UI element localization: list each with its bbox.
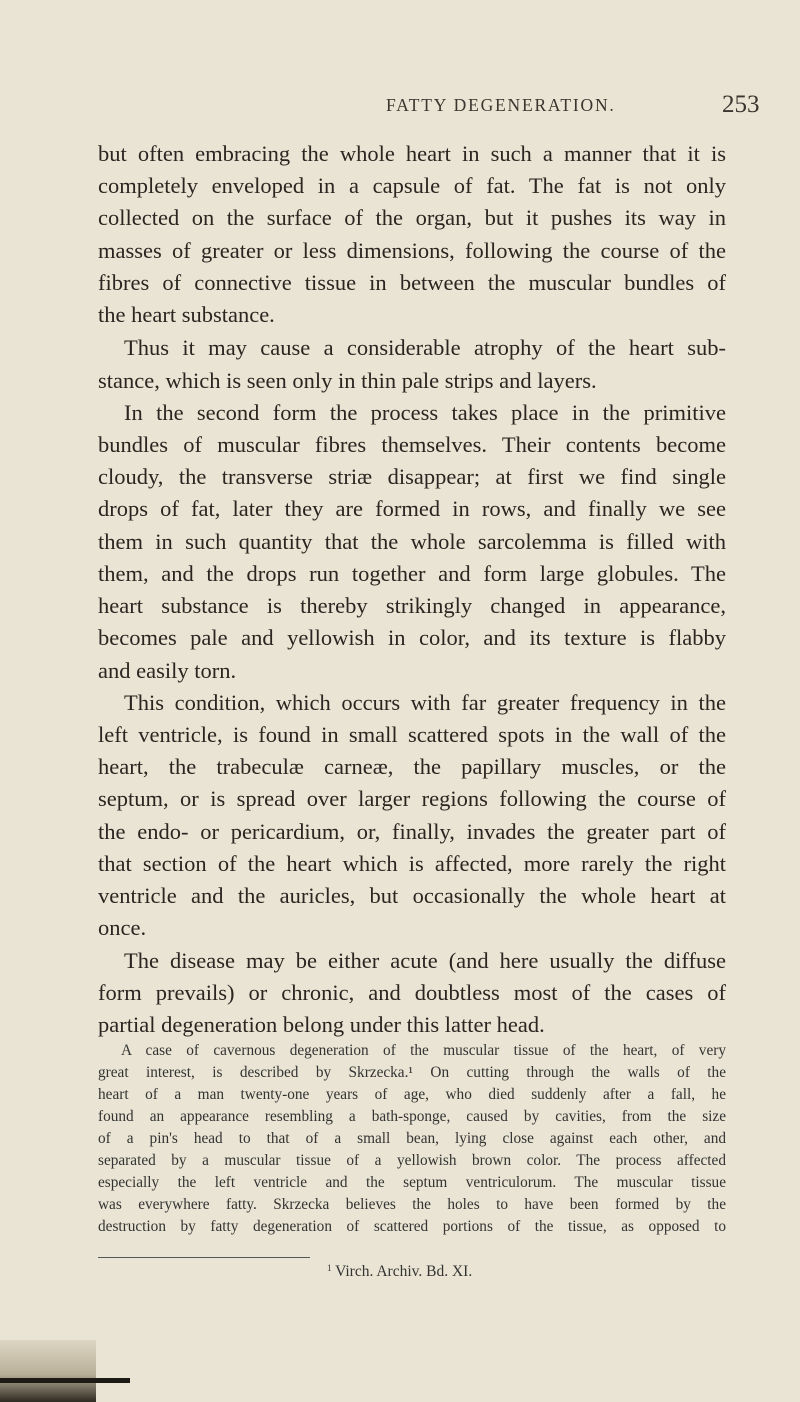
running-header: FATTY DEGENERATION.: [386, 95, 616, 115]
text-line: In the second form the process takes place in the primitive: [124, 400, 726, 425]
text-line: the heart substance.: [98, 302, 275, 327]
footnote-marker: 1: [327, 1263, 332, 1273]
text-line: completely enveloped in a capsule of fat. The fat is not only: [98, 173, 726, 198]
text-line: that section of the heart which is affected, more rarely the right: [98, 851, 726, 876]
text-line: heart substance is thereby strikingly changed in appearance,: [98, 593, 726, 618]
text-line: masses of greater or less dimensions, following the course of the: [98, 238, 726, 263]
example-line: found an appearance resembling a bath-sponge, caused by cavities, from the size: [98, 1108, 726, 1125]
example-line: great interest, is described by Skrzecka.¹ On cutting through the walls of the: [98, 1064, 726, 1081]
text-line: bundles of muscular fibres themselves. Their contents become: [98, 432, 726, 457]
text-line: drops of fat, later they are formed in rows, and finally we see: [98, 496, 726, 521]
text-line: form prevails) or chronic, and doubtless most of the cases of: [98, 980, 726, 1005]
text-line: This condition, which occurs with far greater frequency in the: [124, 690, 726, 715]
text-line: collected on the surface of the organ, but it pushes its way in: [98, 205, 726, 230]
text-line: and easily torn.: [98, 658, 237, 683]
text-line: left ventricle, is found in small scattered spots in the wall of the: [98, 722, 726, 747]
text-line: heart, the trabeculæ carneæ, the papillary muscles, or the: [98, 754, 726, 779]
text-line: the endo- or pericardium, or, finally, invades the greater part of: [98, 819, 726, 844]
example-line: destruction by fatty degeneration of scattered portions of the tissue, as opposed to: [98, 1218, 726, 1235]
example-line: separated by a muscular tissue of a yellowish brown color. The process affected: [98, 1152, 726, 1169]
text-line: septum, or is spread over larger regions following the course of: [98, 786, 726, 811]
example-line: especially the left ventricle and the septum ventriculorum. The muscular tissue: [98, 1174, 726, 1191]
footnote-text: Virch. Archiv. Bd. XI.: [335, 1263, 473, 1280]
text-line: Thus it may cause a considerable atrophy of the heart sub-: [124, 335, 726, 360]
footnote-rule: [98, 1257, 310, 1258]
page-edge-strip: [0, 1378, 130, 1383]
text-line: fibres of connective tissue in between the muscular bundles of: [98, 270, 726, 295]
example-line: heart of a man twenty-one years of age, who died suddenly after a fall, he: [98, 1086, 726, 1103]
page-edge-shadow: [0, 1340, 96, 1402]
footnote: [327, 1263, 472, 1281]
text-line: stance, which is seen only in thin pale strips and layers.: [98, 368, 597, 393]
text-line: once.: [98, 915, 147, 940]
text-line: them in such quantity that the whole sarcolemma is filled with: [98, 529, 726, 554]
example-line: was everywhere fatty. Skrzecka believes the holes to have been formed by the: [98, 1196, 726, 1213]
example-line: A case of cavernous degeneration of the muscular tissue of the heart, of very: [121, 1042, 726, 1059]
example-line: of a pin's head to that of a small bean, lying close against each other, and: [98, 1130, 726, 1147]
page-number: 253: [722, 91, 760, 118]
text-line: cloudy, the transverse striæ disappear; at first we find single: [98, 464, 726, 489]
text-line: but often embracing the whole heart in such a manner that it is: [98, 141, 726, 166]
text-line: them, and the drops run together and form large globules. The: [98, 561, 726, 586]
text-line: partial degeneration belong under this latter head.: [98, 1012, 545, 1037]
text-line: becomes pale and yellowish in color, and its texture is flabby: [98, 625, 726, 650]
text-line: ventricle and the auricles, but occasionally the whole heart at: [98, 883, 726, 908]
text-line: The disease may be either acute (and here usually the diffuse: [124, 948, 726, 973]
